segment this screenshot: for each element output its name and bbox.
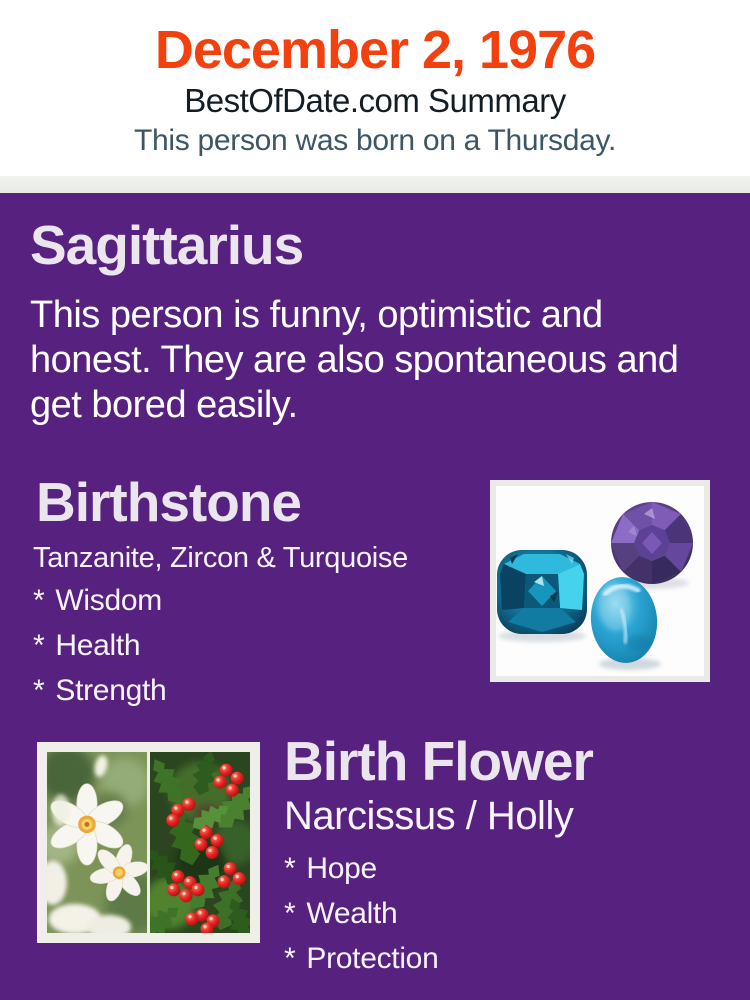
narcissus-illustration — [47, 752, 147, 933]
purple-body — [0, 193, 750, 1000]
asterisk-bullet: * — [284, 897, 296, 930]
birthstone-trait-item — [33, 675, 166, 720]
narcissus-photo — [47, 752, 147, 933]
flower-trait-item — [284, 853, 438, 898]
birthstone-heading: Birthstone — [36, 471, 301, 533]
header — [0, 0, 750, 176]
birth-flower-photo — [37, 742, 260, 943]
trait-label: Health — [55, 629, 141, 662]
birth-flower-names: Narcissus / Holly — [284, 794, 574, 838]
birthstone-trait-list — [33, 585, 166, 720]
asterisk-bullet: * — [33, 674, 45, 707]
trait-label: Protection — [306, 942, 439, 975]
birthstone-names: Tanzanite, Zircon & Turquoise — [33, 542, 408, 574]
divider-bar — [0, 176, 750, 193]
trait-label: Strength — [55, 674, 167, 707]
trait-label: Wealth — [306, 897, 398, 930]
gemstones-illustration — [496, 486, 704, 676]
holly-photo — [150, 752, 250, 933]
flower-trait-item — [284, 943, 438, 988]
holly-illustration — [150, 752, 250, 933]
birth-flower-heading: Birth Flower — [284, 730, 593, 792]
asterisk-bullet: * — [33, 584, 45, 617]
site-summary-line: BestOfDate.com Summary — [184, 81, 566, 119]
asterisk-bullet: * — [33, 629, 45, 662]
born-day-line: This person was born on a Thursday. — [134, 124, 616, 158]
page-title: December 2, 1976 — [154, 20, 596, 80]
birthstone-trait-item — [33, 585, 166, 630]
birth-flower-trait-list — [284, 853, 438, 988]
asterisk-bullet: * — [284, 852, 296, 885]
zodiac-description: This person is funny, optimistic and honest. They are also spontaneous and get bored easily. — [30, 294, 679, 426]
asterisk-bullet: * — [284, 942, 296, 975]
zodiac-sign-heading: Sagittarius — [30, 214, 304, 276]
gemstones-photo — [490, 480, 710, 682]
flower-trait-item — [284, 898, 438, 943]
zircon-gem — [497, 550, 587, 642]
trait-label: Hope — [306, 852, 377, 885]
trait-label: Wisdom — [55, 584, 162, 617]
birthstone-trait-item — [33, 630, 166, 675]
